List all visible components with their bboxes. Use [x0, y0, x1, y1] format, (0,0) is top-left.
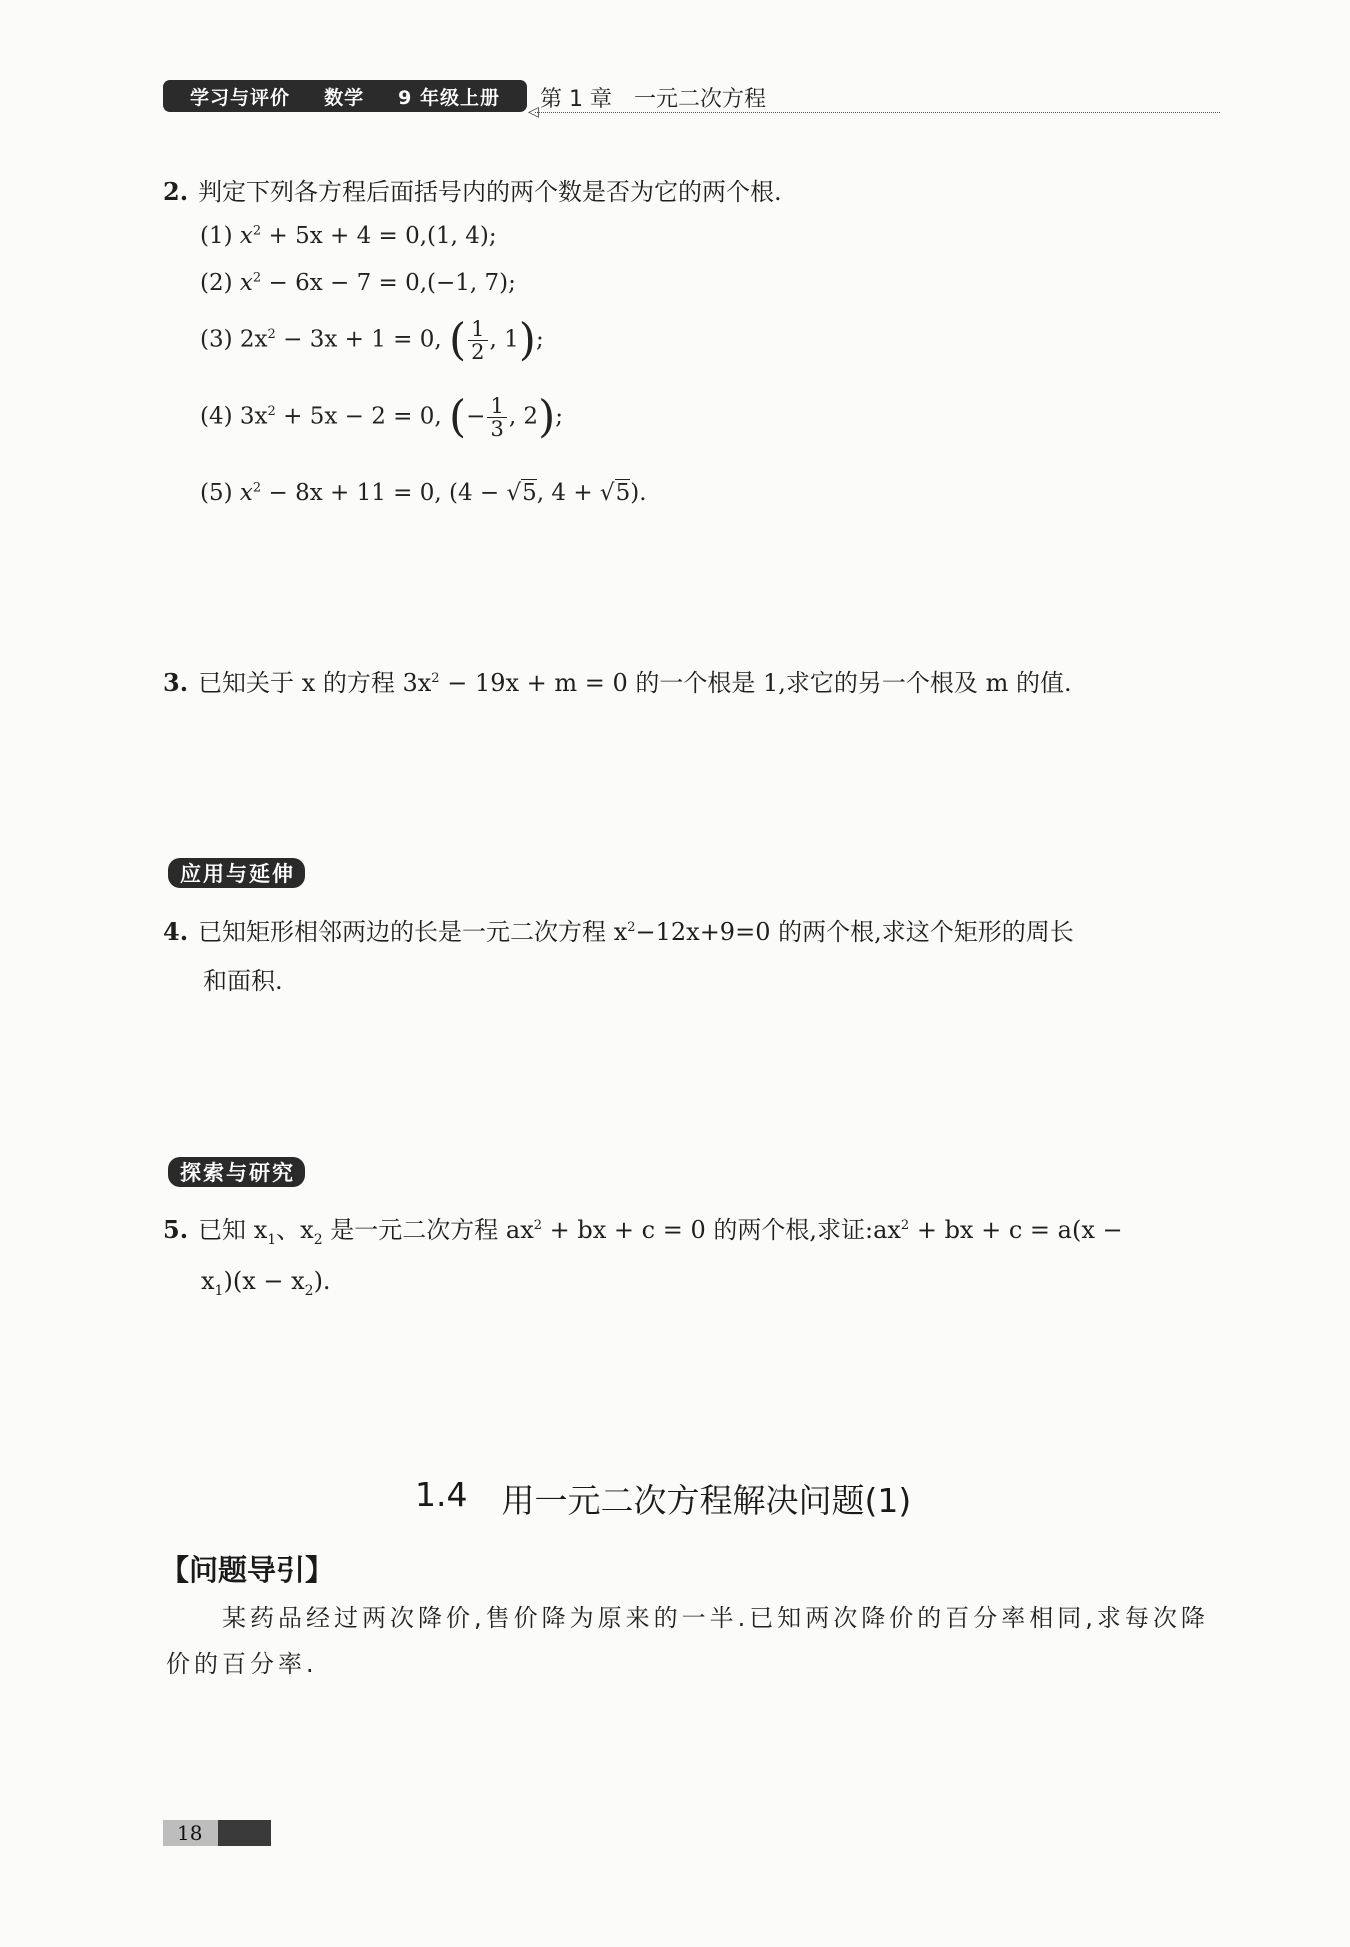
section-tag-application: 应用与延伸 — [168, 858, 305, 888]
question-number: 5. — [163, 1215, 189, 1244]
header-dotted-rule — [535, 112, 1220, 113]
fraction: $\frac{1}{2}$ — [468, 318, 487, 363]
subject-label: 数学 — [324, 86, 365, 109]
chapter-title: 一元二次方程 — [633, 87, 766, 112]
fraction: $\frac{1}{3}$ — [487, 395, 506, 440]
page-number: 18 — [163, 1820, 271, 1846]
question-3: 3. 已知关于 x 的方程 $3x^2 - 19x + m = 0$ 的一个根是 1,求它的另一个根及 m 的值. — [163, 668, 1072, 697]
guide-paragraph: 某药品经过两次降价,售价降为原来的一半.已知两次降价的百分率相同,求每次降价的百分率. — [166, 1604, 1209, 1678]
section-number: 1.4 — [415, 1475, 468, 1514]
question-4: 4. 已知矩形相邻两边的长是一元二次方程 $x^2-12x+9=0$ 的两个根,求这个矩形的周长 和面积. — [163, 917, 1074, 995]
question-5: 5. 已知 $x_1$、$x_2$ 是一元二次方程 $ax^2$ + bx + c = 0 的两个根,求证$:ax^2$ + bx + c = a(x − $x_1)(x - x_2)$. — [163, 1215, 1123, 1299]
q2-item-2: (2) $x^2 - 6x - 7 = 0,(-1$, 7); — [200, 270, 516, 296]
question-number: 4. — [163, 917, 189, 946]
chapter-number: 第 1 章 — [540, 87, 612, 112]
question-number: 3. — [163, 668, 189, 697]
question-2 — [163, 172, 782, 213]
grade-label: 9 年级上册 — [398, 86, 500, 109]
section-title — [415, 1475, 911, 1522]
q2-item-1: (1) $x^2 + 5x + 4 = 0,(1$, 4); — [200, 223, 497, 249]
section-name: 用一元二次方程解决问题(1) — [501, 1481, 912, 1520]
question-stem: 判定下列各方程后面括号内的两个数是否为它的两个根. — [198, 178, 782, 206]
q2-item-4: (4) $3x^2 + 5x - 2 = 0$, (− $\frac{1}{3}$ , 2); — [200, 391, 563, 443]
q2-item-3: (3) $2x^2 - 3x + 1 = 0$, ( $\frac{1}{2}$ , 1); — [200, 314, 544, 366]
guide-heading: 【问题导引】 — [160, 1553, 335, 1587]
section-tag-exploration: 探索与研究 — [168, 1157, 305, 1187]
chapter-header — [540, 82, 766, 113]
q2-item-5: (5) $x^2 - 8x + 11 = 0$, (4 − √5, 4 + √5). — [200, 480, 647, 506]
book-header-badge — [163, 80, 527, 112]
book-title: 学习与评价 — [190, 86, 291, 109]
header-arrow-icon: ◁ — [528, 104, 539, 120]
question-number: 2. — [163, 177, 189, 206]
